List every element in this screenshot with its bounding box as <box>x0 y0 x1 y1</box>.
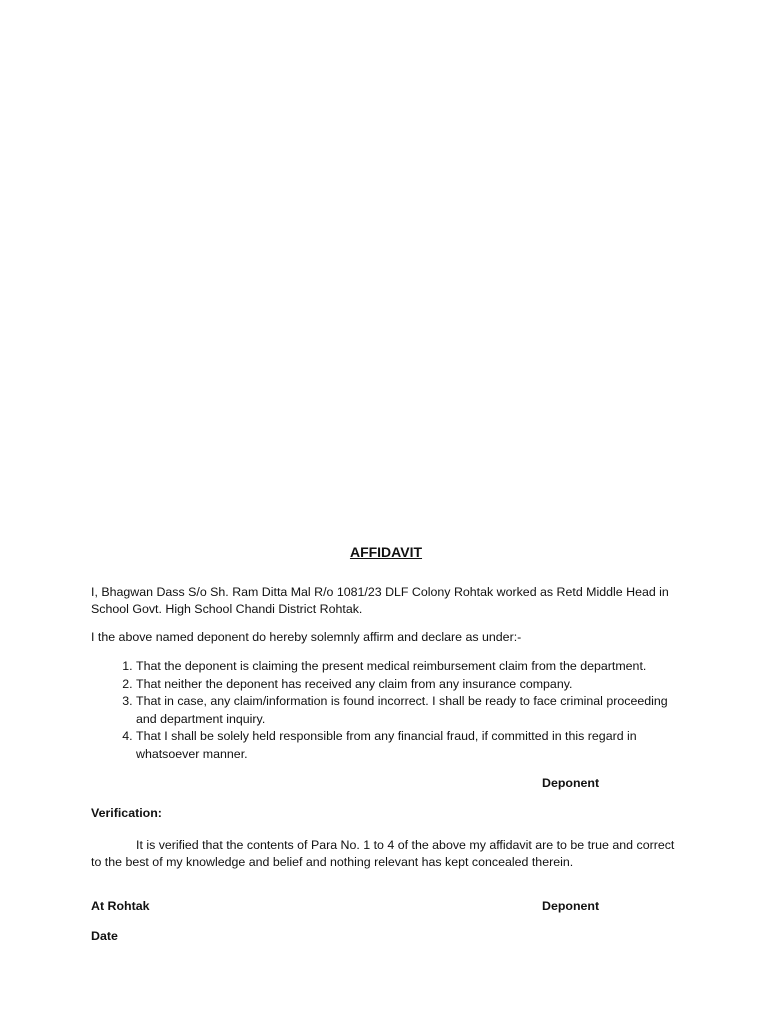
affidavit-body <box>91 544 681 945</box>
declaration-paragraph: I the above named deponent do hereby solemnly affirm and declare as under:- <box>91 629 522 644</box>
place-label: At Rohtak <box>91 898 150 913</box>
deponent-signature-line <box>91 775 681 793</box>
point-item: 2. That neither the deponent has received any claim from any insurance company. <box>136 676 681 694</box>
point-item: 1. That the deponent is claiming the present medical reimbursement claim from the department. <box>136 658 681 676</box>
point-item: 4. That I shall be solely held responsible from any financial fraud, if committed in this regard in whatsoever manner. <box>136 728 681 763</box>
deponent-label-2: Deponent <box>542 898 600 913</box>
point-item: 3. That in case, any claim/information is found incorrect. I shall be ready to face criminal proceeding and department inquiry. <box>136 693 681 728</box>
document-title: AFFIDAVIT <box>349 544 423 560</box>
verification-paragraph: It is verified that the contents of Para No. 1 to 4 of the above my affidavit are to be true and correct to the best of my knowledge and belief and nothing relevant has kept concealed therein. <box>91 837 675 869</box>
verification-heading: Verification: <box>91 806 162 820</box>
intro-paragraph: I, Bhagwan Dass S/o Sh. Ram Ditta Mal R/o 1081/23 DLF Colony Rohtak worked as Retd Middle Head in School Govt. High School Chandi District Rohtak. <box>91 584 669 616</box>
declaration-points <box>91 658 681 763</box>
date-label: Date <box>91 928 118 943</box>
place-signature-row <box>91 898 681 916</box>
deponent-label: Deponent <box>542 776 600 790</box>
